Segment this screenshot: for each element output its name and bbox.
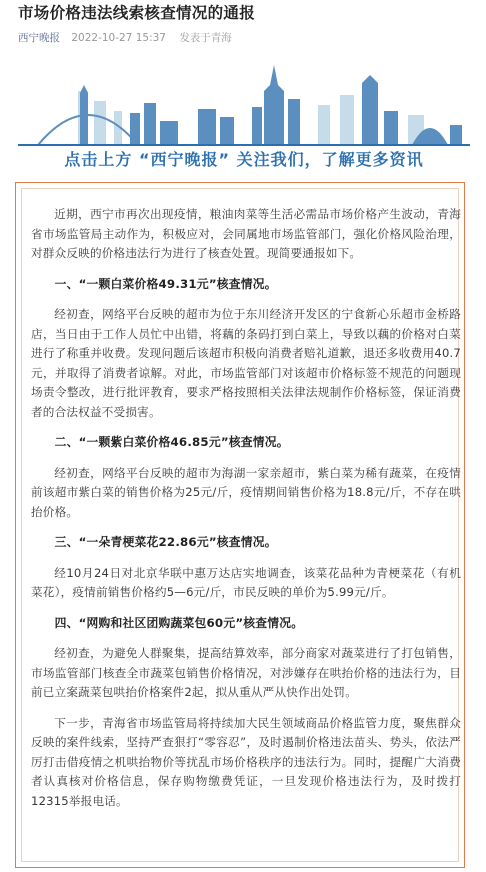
- section-text-1: 经初查，网络平台反映的超市为位于东川经济开发区的宁食新心乐超市金桥路店，当日由于工作人员忙中出错，将藕的条码打到白菜上，导致以藕的价格对白菜进行了称重并收费。发现问题后该超市积极向消费者赔礼道歉，退还多收费用40.7元，并取得了消费者谅解。对此，市场监管部门对该超市价格标签不规范的问题现场责令整改，进行批评教育，要求严格按照相关法律法规制作价格标签，保证消费者的合法权益不受损害。: [31, 307, 461, 419]
- follow-slogan: 点击上方 “西宁晚报” 关注我们，了解更多资讯: [64, 150, 424, 169]
- intro-paragraph: 近期，西宁市再次出现疫情，粮油肉菜等生活必需品市场价格产生波动，青海省市场监管局主动作为，积极应对，会同属地市场监管部门，强化价格风险治理，对群众反映的价格违法行为进行了核查处置。现简要通报如下。: [31, 207, 461, 260]
- article-body: [31, 205, 461, 822]
- source-link[interactable]: 西宁晚报: [18, 32, 60, 44]
- section-heading-1: 一、“一颗白菜价格49.31元”核查情况。: [54, 276, 277, 291]
- section-heading-2: 二、“一颗紫白菜价格46.85元”核查情况。: [54, 435, 289, 449]
- publish-datetime: 2022-10-27 15:37: [71, 32, 166, 44]
- article-title: 市场价格违法线索核查情况的通报: [18, 4, 256, 22]
- section-text-3: 经10月24日对北京华联中惠万达店实地调查，该菜花品种为青梗菜花（有机菜花），疫情前销售价格约5—6元/斤，市民反映的单价为5.99元/斤。: [31, 565, 461, 599]
- article-meta: [18, 30, 232, 45]
- closing-paragraph: 下一步，青海省市场监管局将持续加大民生领域商品价格监管力度，聚焦群众反映的案件线索，坚持严查狠打“零容忍”，及时遏制价格违法苗头、势头，依法严厉打击借疫情之机哄抬物价等扰乱市场价格秩序的违法行为。同时，提醒广大消费者认真核对价格信息，保存购物缴费凭证，一旦发现价格违法行为，及时拨打12315举报电话。: [31, 715, 461, 808]
- publish-location: 发表于青海: [179, 32, 232, 44]
- section-text-4: 经初查，为避免人群聚集，提高结算效率，部分商家对蔬菜进行了打包销售，市场监管部门核查全市蔬菜包销售价格情况，对涉嫌存在哄抬价格的违法行为，目前已立案蔬菜包哄抬价格案件2起，拟从重从严从快作出处罚。: [31, 646, 461, 699]
- skyline-illustration: [18, 55, 470, 151]
- section-heading-4: 四、“网购和社区团购蔬菜包60元”核查情况。: [54, 615, 304, 630]
- section-heading-3: 三、“一朵青梗菜花22.86元”核查情况。: [54, 535, 277, 549]
- section-text-2: 经初查，网络平台反映的超市为海湖一家亲超市，紫白菜为稀有蔬菜，在疫情前该超市紫白菜的销售价格为25元/斤，疫情期间销售价格为18.8元/斤，不存在哄抬价格。: [31, 465, 461, 519]
